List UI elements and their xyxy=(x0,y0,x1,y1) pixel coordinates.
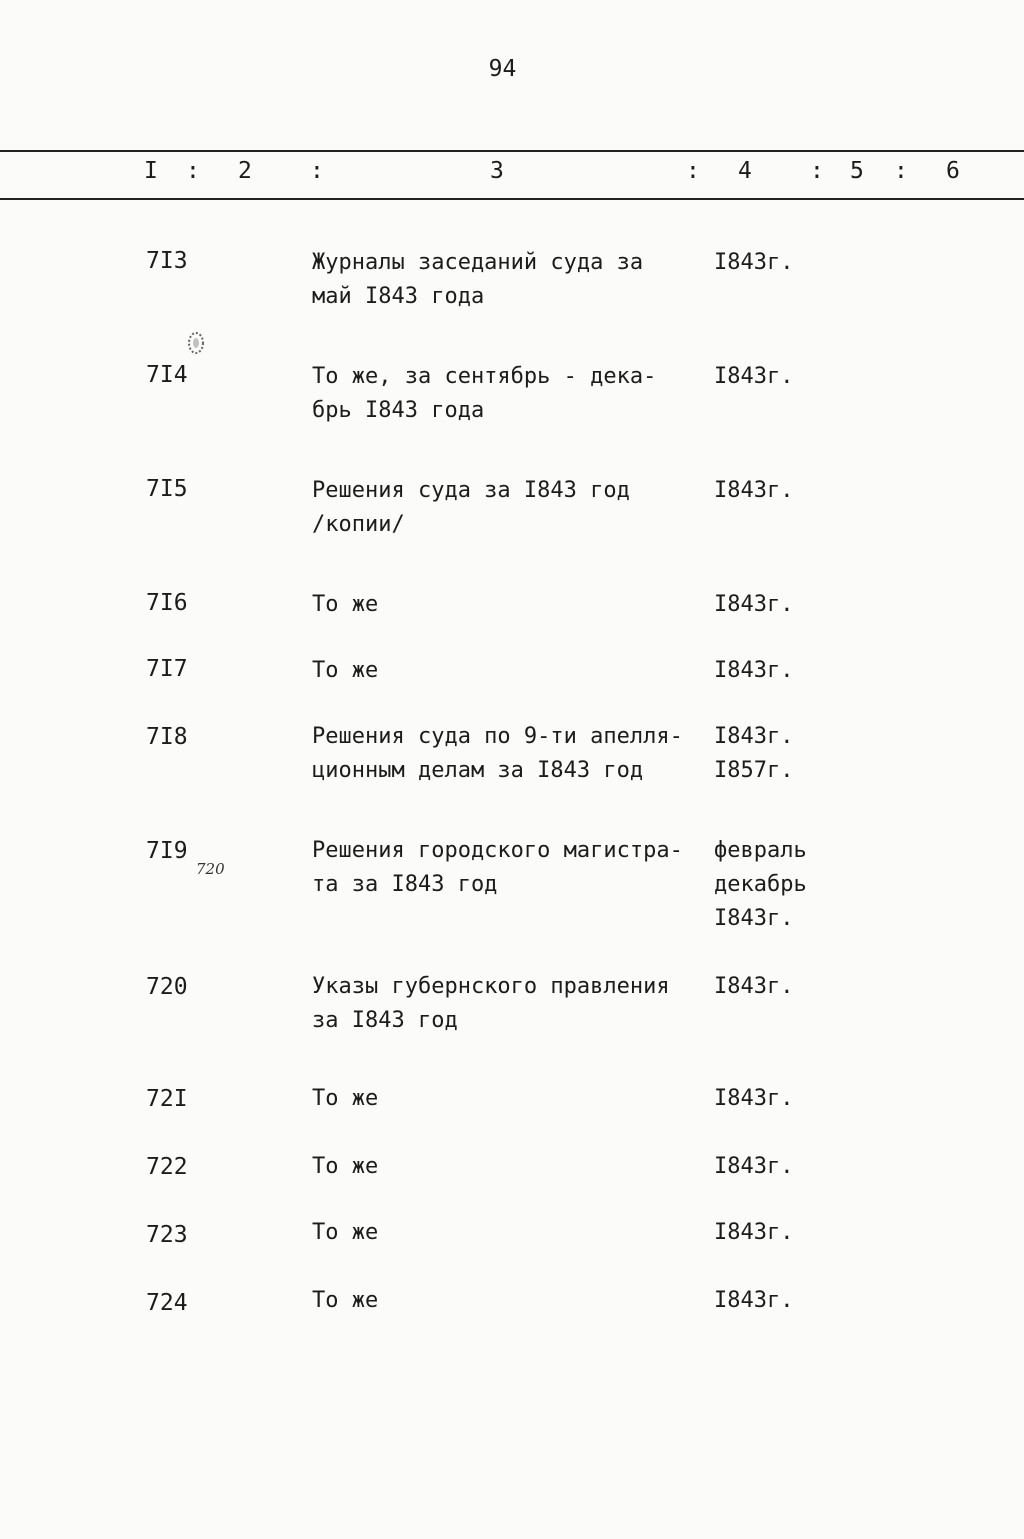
item-dates: I843г. xyxy=(714,1086,794,1111)
item-description: То же xyxy=(312,658,379,683)
page-number: 94 xyxy=(488,56,517,82)
item-description: Решения суда за I843 год /копии/ xyxy=(312,478,630,537)
column-separator: : xyxy=(686,158,700,184)
item-dates: I843г. xyxy=(714,974,794,999)
item-description: То же xyxy=(312,592,379,617)
item-description: То же xyxy=(312,1220,379,1245)
item-dates: I843г. xyxy=(714,1288,794,1313)
column-header-2: 2 xyxy=(238,158,252,184)
header-top-rule xyxy=(0,150,1024,152)
item-description: То же, за сентябрь - дека- брь I843 года xyxy=(312,364,657,423)
item-description: Указы губернского правления за I843 год xyxy=(312,974,670,1033)
column-header-4: 4 xyxy=(738,158,752,184)
item-dates: I843г. xyxy=(714,478,794,503)
column-header-6: 6 xyxy=(946,158,960,184)
column-separator: : xyxy=(186,158,200,184)
item-number: 7I7 xyxy=(146,656,188,682)
item-number: 7I3 xyxy=(146,248,188,274)
item-number: 724 xyxy=(146,1290,188,1316)
item-dates: I843г. xyxy=(714,250,794,275)
handwritten-annotation: 720 xyxy=(196,860,225,878)
item-number: 723 xyxy=(146,1222,188,1248)
item-dates: I843г. xyxy=(714,364,794,389)
item-dates: I843г. xyxy=(714,1154,794,1179)
item-dates: I843г. xyxy=(714,1220,794,1245)
item-dates: I843г. xyxy=(714,592,794,617)
item-number: 7I5 xyxy=(146,476,188,502)
item-description: Журналы заседаний суда за май I843 года xyxy=(312,250,644,309)
item-description: То же xyxy=(312,1288,379,1313)
item-description: Решения городского магистра- та за I843 год xyxy=(312,838,683,897)
column-header-5: 5 xyxy=(850,158,864,184)
item-number: 722 xyxy=(146,1154,188,1180)
item-dates: февраль декабрь I843г. xyxy=(714,838,807,931)
column-separator: : xyxy=(894,158,908,184)
item-number: 7I8 xyxy=(146,724,188,750)
column-header-1: I xyxy=(144,158,158,184)
item-dates: I843г. I857г. xyxy=(714,724,794,783)
item-dates: I843г. xyxy=(714,658,794,683)
item-number: 7I6 xyxy=(146,590,188,616)
item-description: Решения суда по 9-ти апелля- ционным делам за I843 год xyxy=(312,724,683,783)
item-description: То же xyxy=(312,1086,379,1111)
item-description: То же xyxy=(312,1154,379,1179)
item-number: 7I4 xyxy=(146,362,188,388)
column-separator: : xyxy=(810,158,824,184)
item-number: 72I xyxy=(146,1086,188,1112)
header-bottom-rule xyxy=(0,198,1024,200)
item-number: 720 xyxy=(146,974,188,1000)
ink-blot xyxy=(186,330,206,356)
item-number: 7I9 xyxy=(146,838,188,864)
column-separator: : xyxy=(310,158,324,184)
column-header-3: 3 xyxy=(490,158,504,184)
